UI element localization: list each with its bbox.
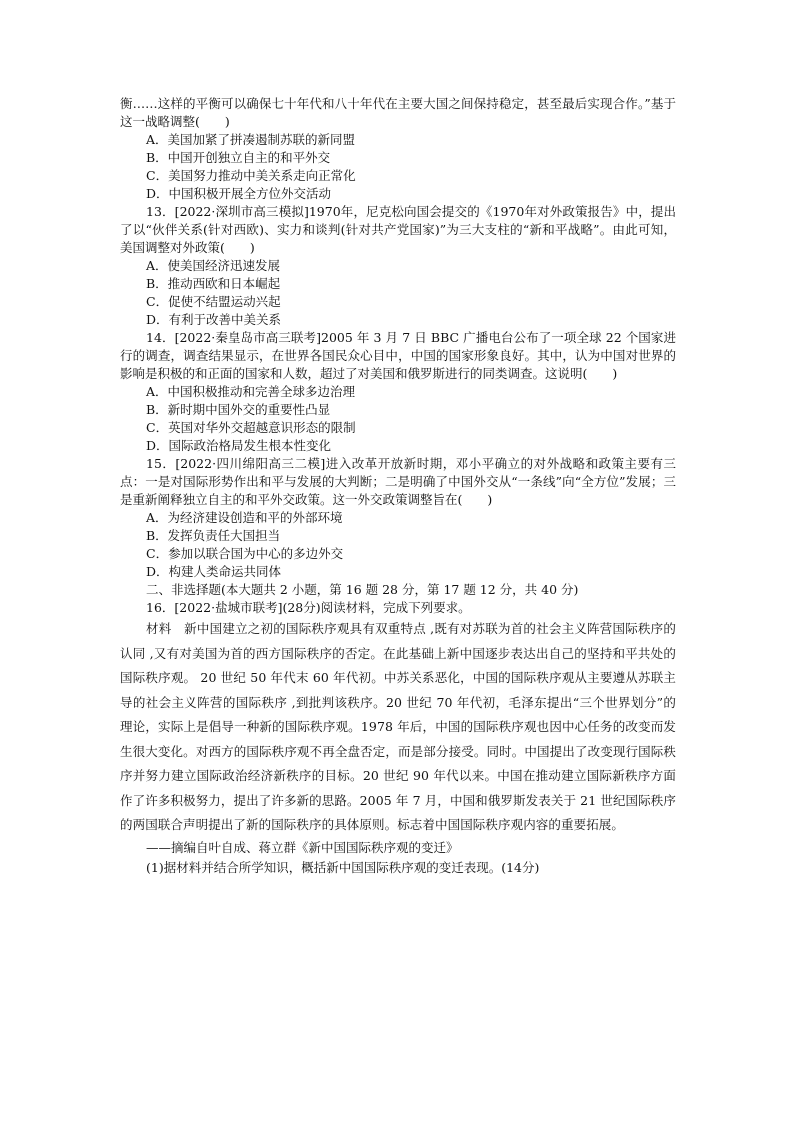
q12-option-c: C．美国努力推动中美关系走向正常化 [146,168,356,183]
q14-option-c: C．英国对华外交超越意识形态的限制 [146,420,356,435]
q16-source: ——摘编自叶自成、蒋立群《新中国国际秩序观的变迁》 [146,839,459,855]
q12-option-d: D．中国积极开展全方位外交活动 [146,186,332,201]
q15-option-a: A．为经济建设创造和平的外部环境 [146,510,343,525]
q15-option-c: C．参加以联合国为中心的多边外交 [146,546,344,561]
section-heading: 二、非选择题(本大题共 2 小题，第 16 题 28 分，第 17 题 12 分，共 40 分) [146,582,579,597]
q14-option-b: B．新时期中国外交的重要性凸显 [146,402,331,417]
q15-stem: 15．[2022·四川绵阳高三二模]进入改革开放新时期，邓小平确立的对外战略和政策主要有三点：一是对国际形势作出和平与发展的大判断；二是明确了中国外交从“一条线”向“全方位”发展；三是重新阐释独立自主的和平外交政策。这一外交政策调整旨在( ) [120,456,676,507]
q16-material: 材料 新中国建立之初的国际秩序观具有双重特点 ,既有对苏联为首的社会主义阵营国际秩序的认同 ,又有对美国为首的西方国际秩序的否定。在此基础上新中国逐步表达出自己的坚持和平共处的国际秩序观。 20 世纪 50 年代末 60 年代初。中苏关系恶化，中国的国际秩序观从主要遵从苏联主导的社会主义阵营的国际秩序 ,到批判该秩序。20 世纪 70 年代初，毛泽东提出“三个世界划分”的理论，实际上是倡导一种新的国际秩序观。1978 年后，中国的国际秩序观也因中心任务的改变而发生很大变化。对西方的国际秩序观不再全盘否定，而是部分接受。同时。中国提出了改变现行国际秩序并努力建立国际政治经济新秩序的目标。20 世纪 90 年代以来。中国在推动建立国际新秩序方面作了许多积极努力，提出了许多新的思路。2005 年 7 月，中国和俄罗斯发表关于 21 世纪国际秩序的两国联合声明提出了新的国际秩序的具体原则。标志着中国国际秩序观内容的重要拓展。 [120,621,676,832]
page-content [120,95,676,878]
q16-subquestion-1: (1)据材料并结合所学知识，概括新中国国际秩序观的变迁表现。(14分) [146,859,540,875]
q12-option-b: B．中国开创独立自主的和平外交 [146,150,331,165]
q12-option-a: A．美国加紧了拼凑遏制苏联的新同盟 [146,132,356,147]
q13-stem: 13．[2022·深圳市高三模拟]1970年，尼克松向国会提交的《1970年对外政策报告》中，提出了以“伙伴关系(针对西欧)、实力和谈判(针对共产党国家)”为三大支柱的“新和平战略”。由此可知，美国调整对外政策( ) [120,204,676,255]
q15-option-b: B．发挥负责任大国担当 [146,528,281,543]
q12-stem: 衡……这样的平衡可以确保七十年代和八十年代在主要大国之间保持稳定，甚至最后实现合作。”基于这一战略调整( ) [120,96,676,129]
q13-option-d: D．有利于改善中美关系 [146,312,282,327]
q14-option-d: D．国际政治格局发生根本性变化 [146,438,332,453]
q15-option-d: D．构建人类命运共同体 [146,564,282,579]
q16-stem: 16．[2022·盐城市联考](28分)阅读材料，完成下列要求。 [146,600,471,615]
q13-option-b: B．推动西欧和日本崛起 [146,276,281,291]
q14-stem: 14．[2022·秦皇岛市高三联考]2005 年 3 月 7 日 BBC 广播电台公布了一项全球 22 个国家进行的调查，调查结果显示，在世界各国民众心目中，中国的国家形象良好。其中，认为中国对世界的影响是积极的和正面的国家和人数，超过了对美国和俄罗斯进行的同类调查。这说明( ) [120,330,676,381]
q13-option-a: A．使美国经济迅速发展 [146,258,281,273]
q14-option-a: A．中国积极推动和完善全球多边治理 [146,384,356,399]
q13-option-c: C．促使不结盟运动兴起 [146,294,281,309]
